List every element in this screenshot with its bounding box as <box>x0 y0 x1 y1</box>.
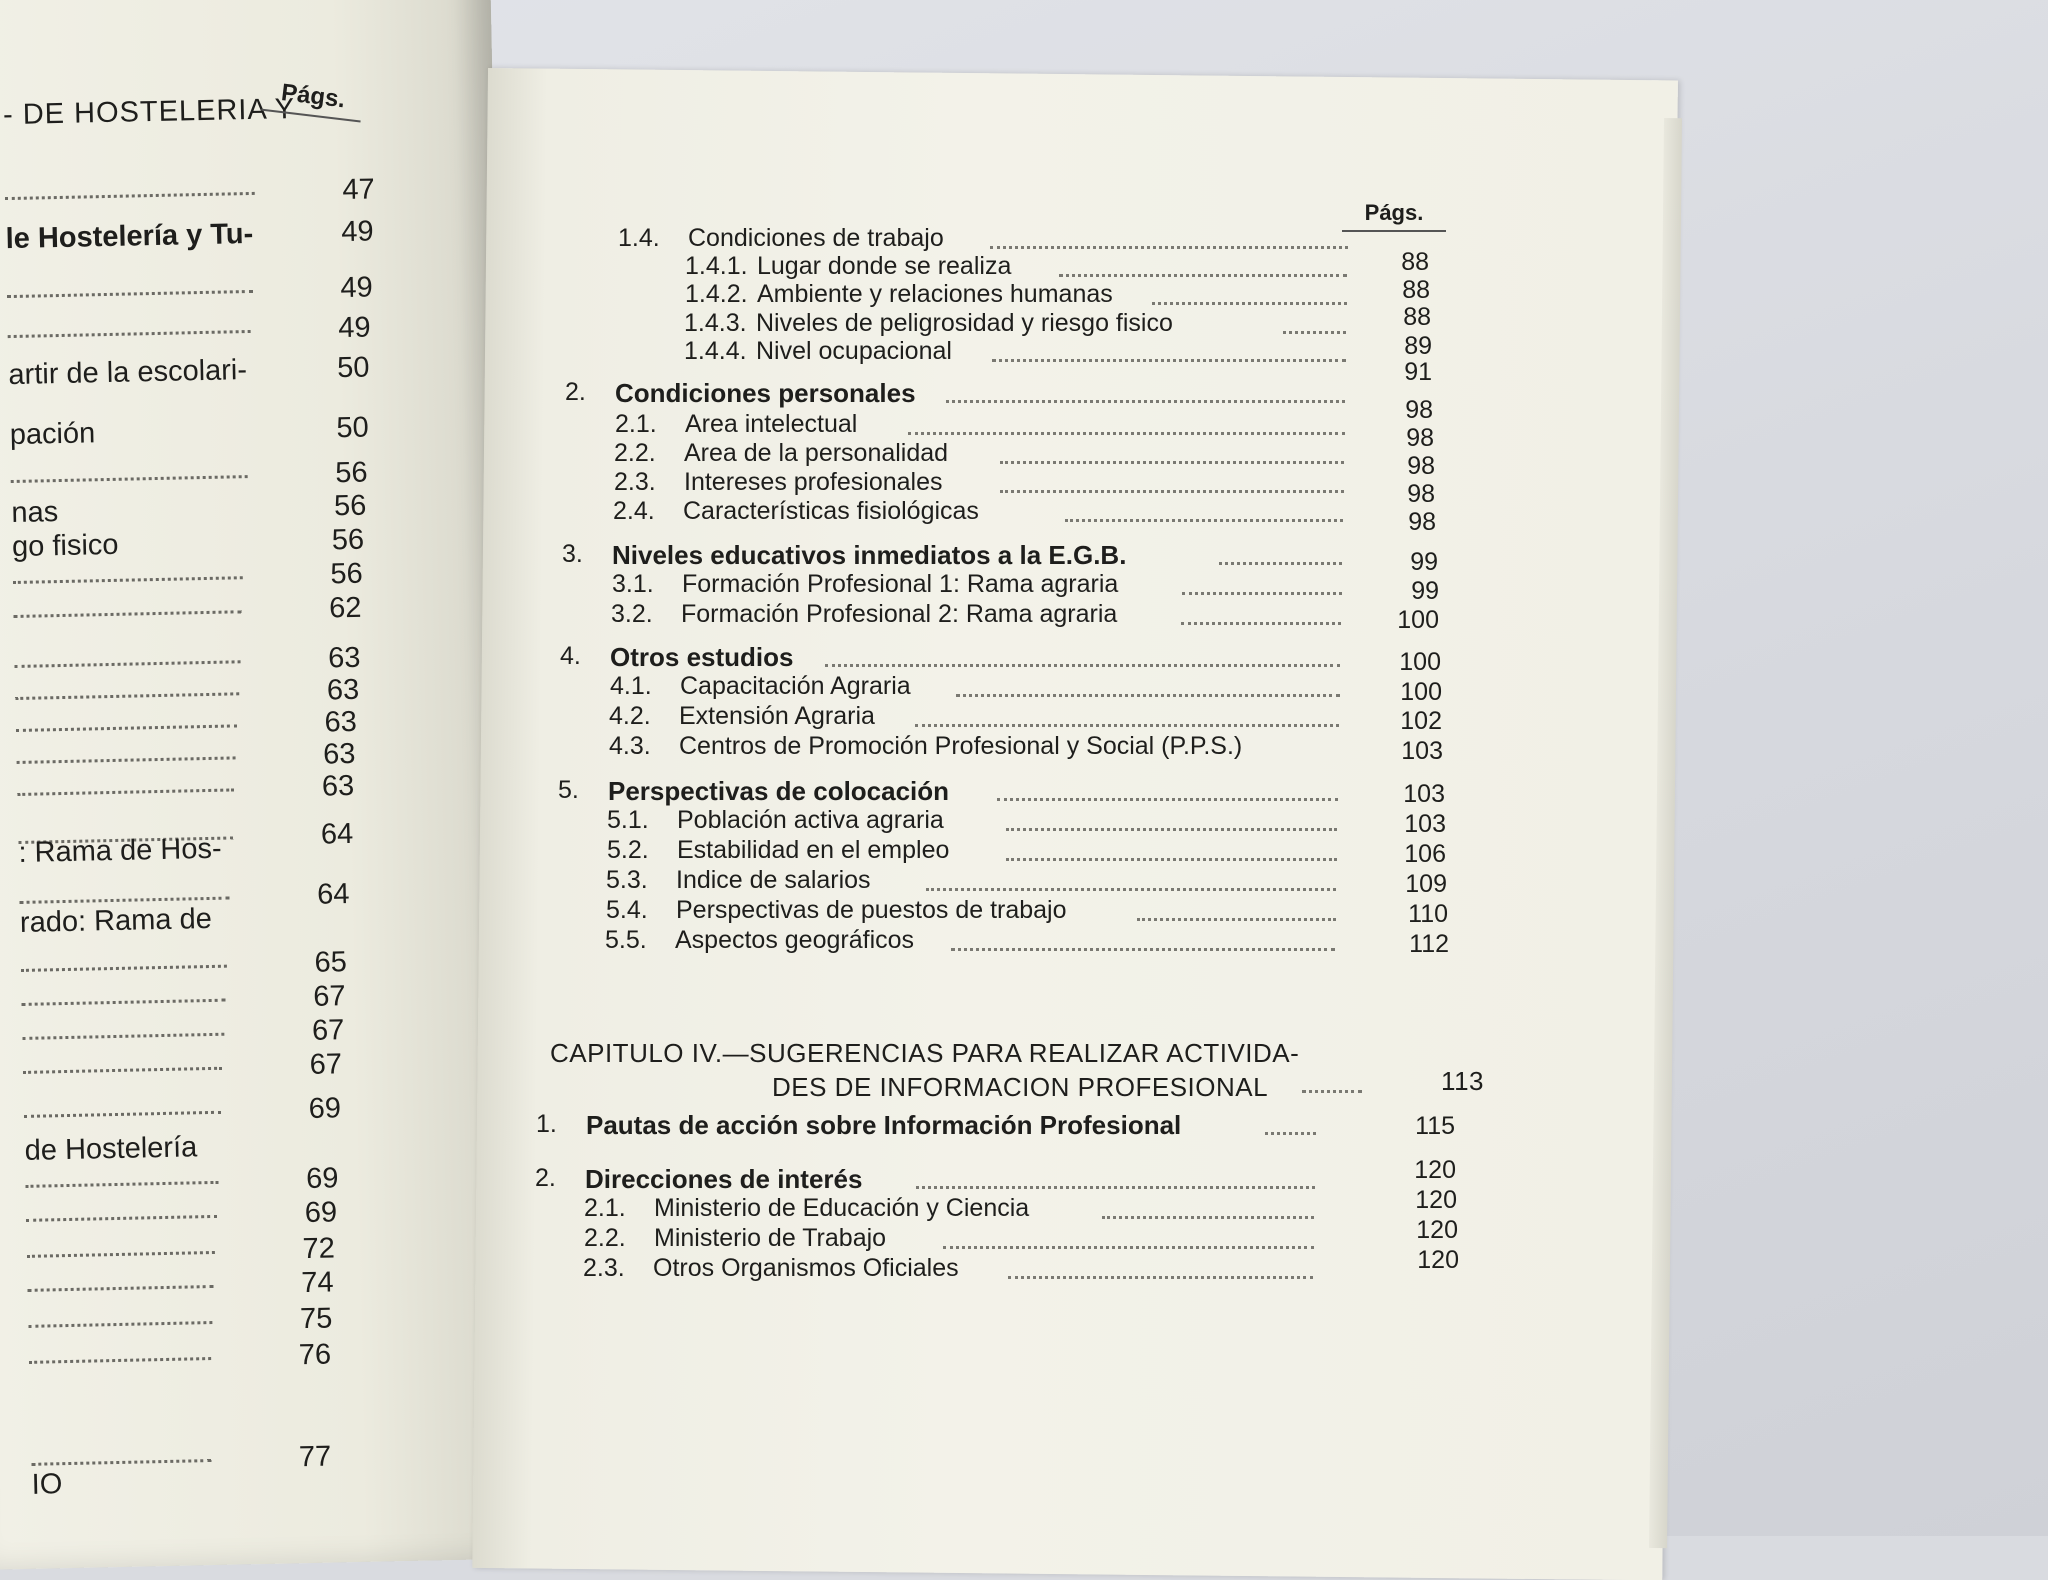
toc-number: 5.4. <box>606 896 648 924</box>
left-toc-page: 49 <box>340 271 374 305</box>
left-toc-text: rado: Rama de <box>19 902 213 939</box>
toc-title: Formación Profesional 1: Rama agraria <box>682 570 1119 598</box>
toc-page-number: 120 <box>1416 1216 1458 1244</box>
toc-number: 4.2. <box>609 702 651 730</box>
toc-page-cell <box>0 508 2048 540</box>
toc-number: 1.4.2. <box>685 280 748 308</box>
toc-number: 2. <box>565 378 586 406</box>
toc-number: 1. <box>536 1110 557 1138</box>
left-toc-page: 67 <box>311 1014 345 1047</box>
toc-number: 1.4.4. <box>684 337 747 365</box>
toc-title: Perspectivas de puestos de trabajo <box>676 896 1067 924</box>
toc-title: Ministerio de Trabajo <box>654 1224 887 1252</box>
toc-title: Condiciones personales <box>615 378 916 408</box>
toc-title: Población activa agraria <box>677 806 944 834</box>
left-toc-dots <box>21 987 225 1006</box>
left-toc-page: 49 <box>340 215 374 249</box>
toc-page-number: 115 <box>1415 1112 1455 1140</box>
left-toc-text: artir de la escolari- <box>8 354 248 392</box>
left-toc-page: 50 <box>336 351 370 385</box>
left-toc-page: 50 <box>336 411 370 445</box>
chapter-page: 113 <box>1441 1066 1484 1096</box>
chapter-title-line2: DES DE INFORMACION PROFESIONAL <box>772 1072 1269 1102</box>
left-toc-page: 63 <box>322 737 356 771</box>
left-toc-dots <box>28 1309 212 1328</box>
left-toc-dots <box>5 180 255 200</box>
toc-title: Lugar donde se realiza <box>757 252 1012 280</box>
toc-page-number: 99 <box>1410 548 1438 576</box>
toc-page-number: 120 <box>1417 1246 1459 1274</box>
toc-number: 2.2. <box>584 1224 626 1252</box>
toc-title: Estabilidad en el empleo <box>677 836 950 864</box>
toc-title: Niveles de peligrosidad y riesgo fisico <box>756 309 1173 337</box>
toc-page-number: 91 <box>1404 358 1432 386</box>
left-toc-text: go fisico <box>11 528 119 564</box>
toc-number: 4.3. <box>609 732 651 760</box>
left-toc-page: 64 <box>316 878 350 911</box>
toc-title: Area intelectual <box>685 410 858 438</box>
toc-number: 4. <box>560 642 581 670</box>
toc-page-cell <box>0 606 2048 638</box>
left-toc-page: 67 <box>312 980 346 1013</box>
toc-number: 5.1. <box>607 806 649 834</box>
toc-title: Pautas de acción sobre Información Profesional <box>586 1110 1182 1140</box>
toc-title: Características fisiológicas <box>683 497 979 525</box>
toc-page-cell <box>0 1246 2048 1278</box>
left-toc-page: 63 <box>326 673 360 707</box>
toc-page-number: 98 <box>1405 396 1433 424</box>
toc-number: 1.4.1. <box>685 252 748 280</box>
toc-page-cell <box>0 303 2048 335</box>
toc-page-number: 100 <box>1397 606 1439 634</box>
toc-title: Area de la personalidad <box>684 439 949 467</box>
left-pags-label: Págs. <box>261 77 364 123</box>
toc-number: 3.2. <box>611 600 653 628</box>
toc-number: 2. <box>535 1164 556 1192</box>
left-toc-page: 56 <box>333 489 367 523</box>
chapter-title-line1: CAPITULO IV.—SUGERENCIAS PARA REALIZAR ACTIVIDA- <box>550 1038 1300 1068</box>
left-toc-page: 74 <box>300 1266 334 1300</box>
left-toc-dots <box>22 1021 224 1040</box>
toc-title: Ambiente y relaciones humanas <box>757 280 1113 308</box>
toc-number: 2.1. <box>615 410 657 438</box>
toc-title: Intereses profesionales <box>684 468 943 496</box>
toc-number: 2.1. <box>584 1194 626 1222</box>
left-toc-page: 63 <box>327 641 361 675</box>
left-toc-row <box>29 1336 460 1385</box>
pags-header: Págs. <box>1342 200 1446 232</box>
toc-number: 2.4. <box>613 497 655 525</box>
toc-page-number: 103 <box>1403 780 1445 808</box>
toc-page-cell <box>0 1112 2048 1144</box>
toc-title: Indice de salarios <box>676 866 871 894</box>
left-toc-dots <box>29 1345 211 1364</box>
toc-page-cell <box>0 1216 2048 1248</box>
toc-page-number: 120 <box>1414 1156 1456 1184</box>
left-toc-page: 76 <box>298 1338 332 1372</box>
toc-page-number: 102 <box>1400 707 1442 735</box>
chapter-dots <box>1302 1088 1362 1093</box>
toc-number: 2.2. <box>614 439 656 467</box>
toc-number: 5.2. <box>607 836 649 864</box>
left-toc-page: 56 <box>331 523 365 557</box>
toc-title: Nivel ocupacional <box>756 337 952 365</box>
toc-page-number: 88 <box>1401 248 1429 276</box>
left-toc-text: de Hostelería <box>24 1131 198 1167</box>
left-toc-page: 64 <box>320 817 354 851</box>
toc-number: 5. <box>558 776 579 804</box>
toc-title: Direcciones de interés <box>585 1164 863 1194</box>
left-toc-row <box>23 1046 454 1095</box>
toc-page-number: 99 <box>1411 577 1439 605</box>
left-toc-page: 69 <box>305 1162 339 1196</box>
left-toc-row <box>31 1460 462 1509</box>
left-toc-page: 56 <box>335 456 368 490</box>
toc-page-number: 100 <box>1400 678 1442 706</box>
toc-page-number: 110 <box>1408 900 1448 928</box>
toc-title: Formación Profesional 2: Rama agraria <box>681 600 1118 628</box>
toc-page-number: 103 <box>1401 737 1443 765</box>
toc-number: 5.5. <box>605 926 647 954</box>
left-toc-page: 49 <box>337 311 371 345</box>
left-toc-dots <box>23 1055 222 1074</box>
left-toc-text: IO <box>31 1468 63 1501</box>
toc-title: Aspectos geográficos <box>675 926 915 954</box>
toc-page-cell <box>0 1186 2048 1218</box>
left-toc-page: 63 <box>324 705 358 739</box>
toc-title: Niveles educativos inmediatos a la E.G.B. <box>612 540 1127 570</box>
left-toc-page: 56 <box>330 557 364 591</box>
toc-page-cell <box>0 930 2048 962</box>
left-toc-text: le Hostelería y Tu- <box>5 217 254 256</box>
toc-page-number: 98 <box>1407 480 1435 508</box>
toc-title: Otros Organismos Oficiales <box>653 1254 959 1282</box>
left-toc-page: 62 <box>328 591 362 625</box>
toc-page-number: 98 <box>1407 452 1435 480</box>
toc-page-number: 89 <box>1404 332 1432 360</box>
toc-number: 2.3. <box>583 1254 625 1282</box>
left-header <box>3 90 434 139</box>
toc-title: Extensión Agraria <box>679 702 875 730</box>
toc-page-cell <box>0 1156 2048 1188</box>
left-toc-page: 67 <box>309 1048 343 1081</box>
toc-number: 4.1. <box>610 672 652 700</box>
toc-title: Ministerio de Educación y Ciencia <box>654 1194 1030 1222</box>
toc-page-number: 109 <box>1405 870 1447 898</box>
toc-page-number: 98 <box>1406 424 1434 452</box>
toc-page-number: 112 <box>1409 930 1449 958</box>
toc-page-number: 88 <box>1402 276 1430 304</box>
left-toc-page: 63 <box>321 769 355 803</box>
toc-page-number: 103 <box>1404 810 1446 838</box>
toc-number: 1.4.3. <box>684 309 747 337</box>
left-header-text: - DE HOSTELERIA Y <box>2 93 296 132</box>
toc-title: Otros estudios <box>610 642 794 672</box>
toc-page-number: 98 <box>1408 508 1436 536</box>
toc-title: Centros de Promoción Profesional y Social (P.P.S.) <box>679 732 1243 760</box>
left-toc-row <box>4 172 435 221</box>
toc-page-cell <box>0 737 2048 769</box>
left-toc-page: 69 <box>304 1196 338 1230</box>
left-toc-page: 72 <box>302 1232 336 1266</box>
toc-number: 2.3. <box>614 468 656 496</box>
left-toc-dots <box>31 1447 211 1466</box>
toc-page-number: 88 <box>1403 303 1431 331</box>
toc-number: 3.1. <box>612 570 654 598</box>
left-toc-page: 69 <box>308 1092 342 1125</box>
left-toc-text: nas <box>11 496 59 530</box>
toc-page-number: 100 <box>1399 648 1441 676</box>
left-toc-page: 65 <box>314 946 348 979</box>
toc-number: 3. <box>562 540 583 568</box>
toc-page-number: 106 <box>1404 840 1446 868</box>
toc-page-number: 120 <box>1415 1186 1457 1214</box>
toc-title: Condiciones de trabajo <box>688 224 944 252</box>
toc-number: 5.3. <box>606 866 648 894</box>
left-toc-page: 77 <box>298 1440 332 1474</box>
left-toc-text: pación <box>9 417 96 452</box>
toc-title: Perspectivas de colocación <box>608 776 950 806</box>
toc-title: Capacitación Agraria <box>680 672 911 700</box>
left-toc-page: 47 <box>342 173 376 207</box>
left-toc-page: 75 <box>299 1302 333 1336</box>
toc-number: 1.4. <box>618 224 660 252</box>
left-toc-text: : Rama de Hos- <box>18 832 222 869</box>
